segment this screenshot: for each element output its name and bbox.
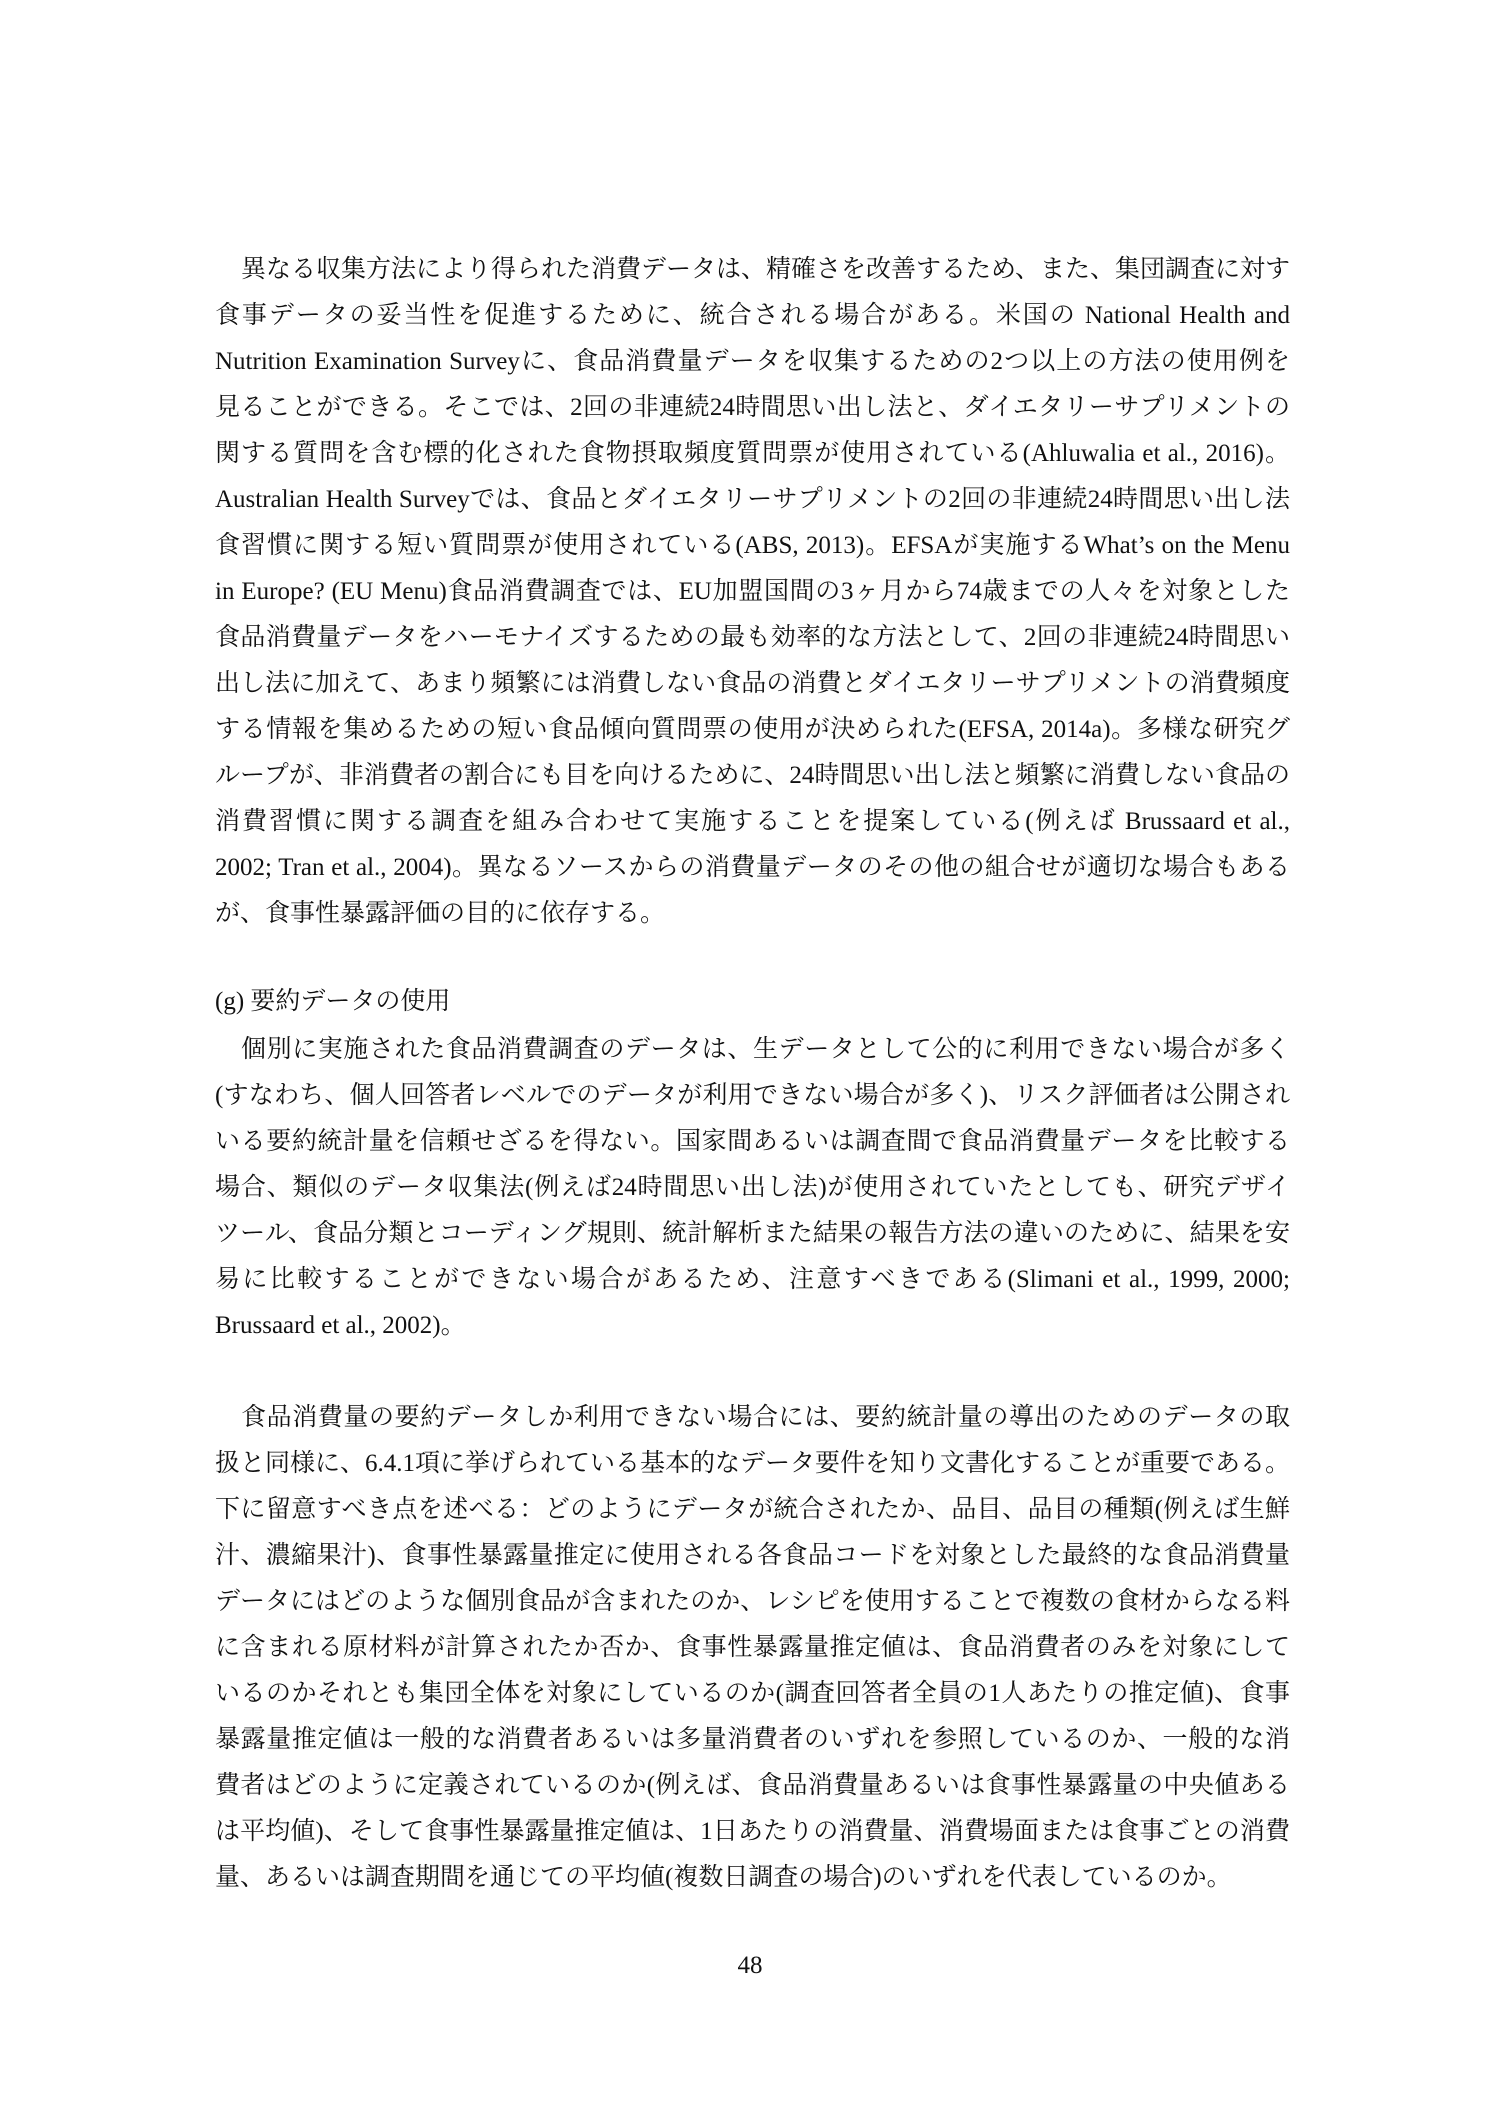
paragraph-line: 異なる収集方法により得られた消費データは、精確さを改善するため、また、集団調査に対す — [241, 256, 1290, 283]
section-heading: (g) 要約データの使用 — [215, 988, 451, 1015]
paragraph-line: 食事データの妥当性を促進するために、統合される場合がある。米国の National Health and — [215, 302, 1290, 329]
paragraph-line: (すなわち、個人回答者レベルでのデータが利用できない場合が多く)、リスク評価者は公開され — [215, 1082, 1290, 1109]
paragraph-line: いる要約統計量を信頼せざるを得ない。国家間あるいは調査間で食品消費量データを比較する — [215, 1128, 1290, 1155]
paragraph-combined-methods — [215, 247, 1290, 937]
paragraph-line: in Europe? (EU Menu)食品消費調査では、EU加盟国間の3ヶ月から74歳までの人々を対象とした — [215, 578, 1290, 605]
paragraph-line: Nutrition Examination Surveyに、食品消費量データを収集するための2つ以上の方法の使用例を — [215, 348, 1290, 375]
paragraph-line: 下に留意すべき点を述べる：どのようにデータが統合されたか、品目、品目の種類(例えば生鮮 — [215, 1496, 1290, 1523]
paragraph-line: 食習慣に関する短い質問票が使用されている(ABS, 2013)。EFSAが実施するWhat’s on the Menu — [215, 532, 1290, 559]
paragraph-line: ループが、非消費者の割合にも目を向けるために、24時間思い出し法と頻繁に消費しない食品の — [215, 762, 1290, 789]
paragraph-line: は平均値)、そして食事性暴露量推定値は、1日あたりの消費量、消費場面または食事ごとの消費 — [215, 1818, 1290, 1845]
paragraph-line: 見ることができる。そこでは、2回の非連続24時間思い出し法と、ダイエタリーサプリメントの — [215, 394, 1290, 421]
paragraph-line: 個別に実施された食品消費調査のデータは、生データとして公的に利用できない場合が多く — [241, 1036, 1290, 1063]
paragraph-line: いるのかそれとも集団全体を対象にしているのか(調査回答者全員の1人あたりの推定値)、食事 — [215, 1680, 1290, 1707]
paragraph-line: ツール、食品分類とコーディング規則、統計解析また結果の報告方法の違いのために、結果を安 — [215, 1220, 1290, 1247]
paragraph-line: 汁、濃縮果汁)、食事性暴露量推定に使用される各食品コードを対象とした最終的な食品消費量 — [215, 1542, 1290, 1569]
paragraph-line: 出し法に加えて、あまり頻繁には消費しない食品の消費とダイエタリーサプリメントの消費頻度 — [215, 670, 1290, 697]
paragraph-line: 消費習慣に関する調査を組み合わせて実施することを提案している(例えば Brussaard et al., — [215, 808, 1290, 835]
paragraph-line: 食品消費量データをハーモナイズするための最も効率的な方法として、2回の非連続24時間思い — [215, 624, 1290, 651]
paragraph-summary-data-requirements — [215, 1395, 1290, 1901]
paragraph-line: データにはどのような個別食品が含まれたのか、レシピを使用することで複数の食材からなる料 — [215, 1588, 1290, 1615]
page-number: 48 — [737, 1952, 763, 1979]
paragraph-line: Australian Health Surveyでは、食品とダイエタリーサプリメントの2回の非連続24時間思い出し法 — [215, 486, 1290, 513]
paragraph-line: 扱と同様に、6.4.1項に挙げられている基本的なデータ要件を知り文書化することが重要である。 — [215, 1450, 1290, 1477]
paragraph-line: 易に比較することができない場合があるため、注意すべきである(Slimani et al., 1999, 2000; — [215, 1266, 1290, 1293]
paragraph-line: する情報を集めるための短い食品傾向質問票の使用が決められた(EFSA, 2014a)。多様な研究グ — [215, 716, 1290, 743]
paragraph-line: 場合、類似のデータ収集法(例えば24時間思い出し法)が使用されていたとしても、研究デザイ — [215, 1174, 1290, 1201]
paragraph-line: 関する質問を含む標的化された食物摂取頻度質問票が使用されている(Ahluwalia et al., 2016)。 — [215, 440, 1290, 467]
paragraph-line: 食品消費量の要約データしか利用できない場合には、要約統計量の導出のためのデータの取 — [241, 1404, 1290, 1431]
paragraph-line: 量、あるいは調査期間を通じての平均値(複数日調査の場合)のいずれを代表しているのか。 — [215, 1864, 1232, 1891]
paragraph-line: 暴露量推定値は一般的な消費者あるいは多量消費者のいずれを参照しているのか、一般的な消 — [215, 1726, 1290, 1753]
paragraph-line: に含まれる原材料が計算されたか否か、食事性暴露量推定値は、食品消費者のみを対象にして — [215, 1634, 1290, 1661]
paragraph-line: 2002; Tran et al., 2004)。異なるソースからの消費量データのその他の組合せが適切な場合もある — [215, 854, 1290, 881]
paragraph-line: 費者はどのように定義されているのか(例えば、食品消費量あるいは食事性暴露量の中央値ある — [215, 1772, 1290, 1799]
paragraph-line: Brussaard et al., 2002)。 — [215, 1312, 466, 1339]
paragraph-line: が、食事性暴露評価の目的に依存する。 — [215, 900, 666, 927]
paragraph-summary-data-caution — [215, 1027, 1290, 1349]
